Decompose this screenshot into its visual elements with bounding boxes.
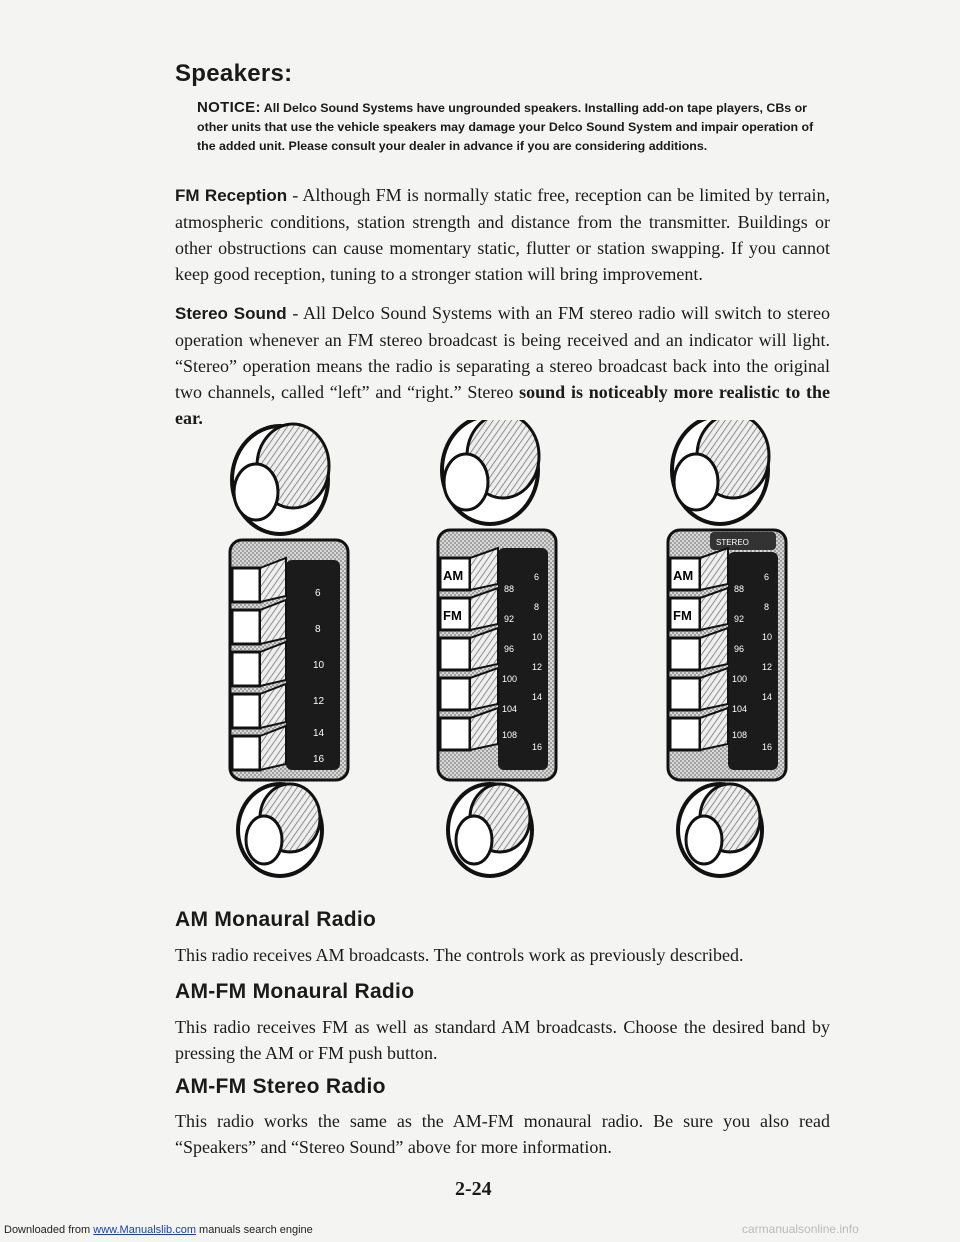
stereo-sound-paragraph (175, 300, 830, 431)
am-fm-stereo-heading: AM-FM Stereo Radio (175, 1075, 386, 1098)
fm-reception-paragraph (175, 182, 830, 287)
download-footer (4, 1224, 313, 1236)
fm-tick: 104 (732, 704, 748, 714)
fm-reception-label: FM Reception (175, 186, 288, 205)
radio-am-fm-stereo (668, 420, 786, 876)
footer-suffix: manuals search engine (195, 1224, 313, 1236)
page-number: 2-24 (455, 1178, 492, 1200)
am-tick: 12 (313, 696, 325, 707)
am-monaural-text: This radio receives AM broadcasts. The controls work as previously described. (175, 945, 744, 965)
am-tick: 16 (313, 754, 325, 765)
stereo-sound-text-end: sound is noticeably more realistic to the ear. (175, 382, 831, 428)
bottom-knob (678, 784, 762, 876)
am-button-label: AM (673, 568, 694, 583)
fm-tick: 92 (504, 614, 515, 624)
am-tick: 14 (313, 728, 325, 739)
am-tick: 12 (762, 662, 773, 672)
speakers-heading: Speakers: (175, 60, 293, 87)
fm-button-label: FM (673, 608, 692, 623)
bottom-knob (238, 784, 322, 876)
top-knob (442, 420, 539, 524)
am-fm-monaural-text: This radio receives FM as well as standard AM broadcasts. Choose the desired band by pressing the AM or FM push button. (175, 1017, 830, 1063)
am-tick: 10 (313, 660, 325, 671)
fm-button-label: FM (443, 608, 462, 623)
am-tick: 6 (534, 572, 540, 582)
am-monaural-heading: AM Monaural Radio (175, 908, 377, 931)
fm-reception-text: - Although FM is normally static free, reception can be limited by terrain, atmospheric conditions, station strength and distance from the transmitter. Buildings or other obstructions can cause momentary static, flutter or station swapping. If you cannot keep good reception, tuning to a stronger station will bring improvement. (175, 185, 830, 284)
am-tick: 6 (315, 588, 321, 599)
am-fm-stereo-text: This radio works the same as the AM-FM monaural radio. Be sure you also read “Speakers” and “Stereo Sound” above for more information. (175, 1111, 830, 1157)
top-knob (672, 420, 769, 524)
stereo-sound-label: Stereo Sound (175, 304, 287, 323)
am-tick: 14 (532, 692, 543, 702)
fm-tick: 108 (502, 730, 518, 740)
am-tick: 12 (532, 662, 543, 672)
fm-tick: 104 (502, 704, 518, 714)
am-fm-monaural-heading: AM-FM Monaural Radio (175, 980, 415, 1003)
top-knob (232, 424, 329, 534)
radio-am-fm-monaural (438, 420, 556, 876)
am-tick: 10 (762, 632, 773, 642)
watermark: carmanualsonline.info (742, 1222, 859, 1236)
am-tick: 8 (315, 624, 321, 635)
fm-tick: 92 (734, 614, 745, 624)
am-tick: 8 (534, 602, 540, 612)
fm-tick: 96 (504, 644, 515, 654)
push-buttons (670, 548, 728, 750)
am-tick: 16 (762, 742, 773, 752)
footer-prefix: Downloaded from (4, 1224, 94, 1236)
am-tick: 14 (762, 692, 773, 702)
am-tick: 8 (764, 602, 770, 612)
am-tick: 16 (532, 742, 543, 752)
radio-illustration (200, 420, 820, 890)
notice-label: NOTICE: (197, 99, 261, 116)
push-buttons (440, 548, 498, 750)
fm-tick: 88 (734, 584, 745, 594)
am-tick: 10 (532, 632, 543, 642)
footer-link[interactable]: www.Manualslib.com (93, 1224, 196, 1236)
fm-tick: 96 (734, 644, 745, 654)
fm-tick: 108 (732, 730, 748, 740)
am-button-label: AM (443, 568, 464, 583)
stereo-indicator-label: STEREO (716, 538, 749, 547)
radio-am-monaural (230, 424, 348, 876)
fm-tick: 100 (502, 674, 518, 684)
notice-paragraph (197, 98, 827, 156)
push-buttons (232, 558, 286, 770)
notice-text: All Delco Sound Systems have ungrounded speakers. Installing add-on tape players, CBs or other units that use the vehicle speakers may damage your Delco Sound System and impair operation of the added unit. Please consult your dealer in advance if you are considering additions. (197, 101, 814, 153)
am-tick: 6 (764, 572, 770, 582)
stereo-sound-text: - All Delco Sound Systems with an FM stereo radio will switch to stereo operation whenever an FM stereo broadcast is being received and an indicator will light. “Stereo” operation means the radio is separating a stereo broadcast back into the original two channels, called “left” and “right.” Stereo (175, 303, 830, 402)
fm-tick: 100 (732, 674, 748, 684)
fm-tick: 88 (504, 584, 515, 594)
bottom-knob (448, 784, 532, 876)
